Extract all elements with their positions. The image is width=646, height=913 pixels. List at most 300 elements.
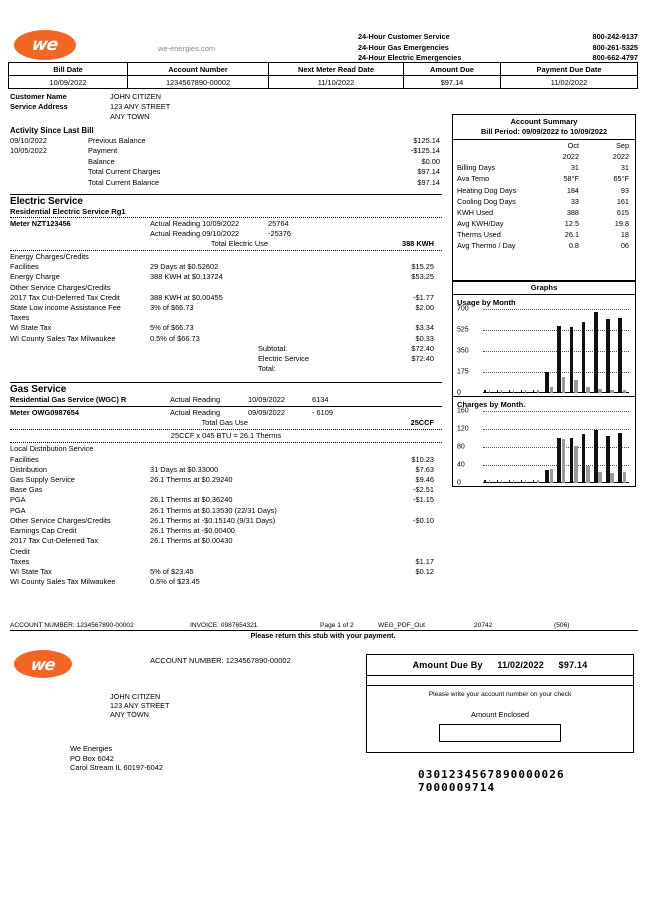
chart-bar	[586, 387, 590, 393]
chart-bar	[550, 469, 554, 483]
chart-bar	[594, 312, 598, 392]
col-payment-due-date: Payment Due Date	[501, 63, 638, 76]
line-label: Facilities	[10, 454, 39, 464]
gas-meter-row	[10, 408, 442, 418]
chart-bar-empty	[497, 480, 498, 483]
chart-bar	[570, 438, 574, 483]
spacer	[10, 354, 258, 364]
chart-bar-empty	[537, 480, 538, 483]
line-amount: $7.63	[415, 464, 434, 474]
line-amount: $15.25	[411, 262, 434, 272]
divider	[10, 406, 442, 407]
line-label: WI County Sales Tax Milwaukee	[10, 333, 116, 343]
line-amount	[330, 536, 442, 546]
contact-row	[358, 53, 638, 64]
chart-bar-empty	[537, 390, 538, 393]
line-amount	[330, 577, 442, 587]
electric-total-label-2: Total:	[258, 364, 276, 374]
summary-label: Avg Thermo / Day	[457, 241, 516, 251]
divider	[10, 429, 442, 430]
chart-ytick-label: 120	[457, 425, 469, 433]
summary-col1-month: Oct	[567, 140, 579, 150]
line-label: Base Gas	[10, 485, 43, 495]
col-account-number: Account Number	[128, 63, 269, 76]
chart-bar	[606, 319, 610, 393]
line-label: Wi State Tax	[10, 323, 52, 333]
spacer	[10, 112, 110, 122]
usage-chart-plot	[457, 305, 631, 397]
gas-line-item	[10, 577, 442, 587]
charges-chart-title: Charges by Month.	[457, 399, 526, 409]
amount-due-label: Amount Due By	[412, 660, 483, 670]
electric-line-item	[10, 313, 442, 323]
spacer	[276, 239, 346, 249]
chart-ytick-label: 175	[457, 368, 469, 376]
table-header-row	[9, 63, 638, 76]
contact-phone: 800-261-5325	[592, 42, 638, 52]
electric-line-item	[10, 303, 442, 313]
line-detail: 29 Days at $0.52602	[150, 262, 219, 272]
line-label: Other Service Charges/Credits	[10, 515, 111, 525]
line-amount: $9.46	[415, 475, 434, 485]
activity-date	[10, 178, 88, 188]
line-detail: 0.5% of $23.45	[150, 577, 200, 587]
amount-due-box	[366, 654, 634, 753]
summary-c2: 19.8	[614, 219, 629, 229]
val-account-number: 1234567890-00002	[128, 76, 269, 89]
activity-desc: Balance	[88, 156, 115, 166]
line-label: 2017 Tax Cut-Deferred Tax Credit	[10, 292, 120, 302]
gas-subtitle-row	[10, 395, 442, 405]
val-next-meter-read: 11/10/2022	[269, 76, 404, 89]
service-address-line1: 123 ANY STREET	[110, 102, 171, 111]
line-detail	[150, 547, 330, 557]
activity-amount: -$125.14	[410, 146, 440, 156]
summary-c2: 65°F	[613, 174, 629, 184]
electric-reading-value: -25376	[268, 229, 292, 239]
line-label: Facilities	[10, 262, 39, 272]
spacer	[453, 151, 535, 162]
chart-bar	[574, 446, 578, 483]
gas-line-item	[10, 506, 442, 516]
line-label: Other Service Charges/Credits	[10, 282, 111, 292]
chart-bar	[557, 438, 561, 483]
line-label: Taxes	[10, 556, 30, 566]
gas-line-item	[10, 547, 442, 557]
remit-line3: Carol Stream IL 60197-6042	[70, 763, 163, 773]
spacer	[10, 344, 258, 354]
footer-num2: (506)	[554, 622, 570, 629]
line-label: Earnings Cap Credit	[10, 526, 77, 536]
gas-line-item	[10, 526, 442, 536]
gas-line-item	[10, 557, 442, 567]
chart-ytick-label: 160	[457, 407, 469, 415]
contact-row	[358, 43, 638, 54]
electric-total-row2	[10, 364, 442, 374]
contact-list	[358, 32, 638, 64]
activity-date: 10/05/2022	[10, 146, 47, 156]
chart-bar-empty	[513, 390, 514, 393]
chart-bars	[483, 411, 629, 483]
line-amount: $0.33	[415, 333, 434, 343]
amount-enclosed-section	[367, 685, 633, 752]
logo-text: we	[29, 654, 57, 674]
electric-total-use-value: 388 KWH	[401, 239, 434, 249]
gas-service-section	[10, 382, 442, 587]
activity-desc: Total Current Charges	[88, 167, 161, 177]
chart-bar	[582, 434, 586, 483]
line-detail: 31 Days at $0.33000	[150, 464, 219, 474]
footer-invoice: INVOICE: 0987654321	[190, 622, 258, 629]
gas-reading-desc: Actual Reading	[170, 395, 221, 405]
line-detail	[150, 313, 330, 323]
gas-reading-date: 09/09/2022	[248, 408, 285, 418]
electric-service-title: Electric Service	[10, 196, 83, 208]
electric-meter-row	[10, 219, 442, 229]
summary-row	[453, 185, 635, 196]
gas-line-item	[10, 455, 442, 465]
electric-service-section	[10, 194, 442, 374]
line-detail: 26.1 Therms at $0.36240	[150, 495, 233, 505]
chart-bar	[586, 466, 590, 483]
footer-code: WEG_PDF_Out	[378, 622, 425, 629]
activity-desc: Payment	[88, 146, 118, 156]
spacer	[338, 219, 442, 229]
activity-date	[10, 167, 88, 177]
micr-line: 0301234567890000026 7000009714	[418, 768, 565, 794]
electric-meter-label: Meter NZT123456	[10, 219, 71, 229]
usage-chart-title: Usage by Month	[457, 297, 516, 307]
line-label: Credit	[10, 546, 30, 556]
chart-bar-empty	[521, 480, 522, 483]
electric-charges-credits-label: Energy Charges/Credits	[10, 252, 89, 262]
col-next-meter-read: Next Meter Read Date	[269, 63, 404, 76]
gas-total-use-value: 25CCF	[410, 418, 434, 428]
line-amount: $1.17	[415, 556, 434, 566]
line-amount: $3.34	[415, 323, 434, 333]
line-detail: 5% of $66.73	[150, 323, 194, 333]
line-amount	[330, 526, 442, 536]
summary-c1: 0.8	[568, 241, 579, 251]
spacer	[453, 140, 535, 152]
summary-label: KWH Used	[457, 207, 494, 217]
page-footer	[10, 622, 638, 629]
service-address-row	[10, 102, 440, 112]
chart-bar-empty	[533, 390, 534, 393]
line-amount: -$0.10	[413, 515, 434, 525]
electric-subtotal-amount: $72.40	[411, 343, 434, 353]
summary-c1: 184	[566, 185, 579, 195]
bill-summary-table	[8, 62, 638, 89]
line-amount	[330, 283, 442, 293]
summary-c1: 12.5	[564, 219, 579, 229]
charges-by-month-chart	[453, 396, 635, 486]
footer-num1: 20742	[474, 622, 493, 629]
line-label: State Low income Assistance Fee	[10, 303, 121, 313]
summary-row	[453, 196, 635, 207]
summary-col1-year: 2022	[562, 151, 579, 161]
line-amount	[330, 313, 442, 323]
chart-ytick-label: 350	[457, 347, 469, 355]
line-label: Distribution	[10, 464, 47, 474]
remit-line1: We Energies	[70, 744, 113, 753]
spacer	[10, 239, 150, 249]
activity-amount: $125.14	[413, 136, 440, 145]
website-url: we-energies.com	[158, 44, 216, 53]
amount-due-gap	[367, 675, 633, 685]
line-detail: 388 KWH at $0.13724	[150, 272, 223, 282]
activity-list	[10, 136, 440, 188]
chart-bar	[610, 473, 614, 483]
stub-account-number: ACCOUNT NUMBER: 1234567890-00002	[150, 656, 291, 665]
line-amount: $53.25	[411, 272, 434, 282]
chart-bar-empty	[525, 390, 526, 393]
val-bill-date: 10/09/2022	[9, 76, 128, 89]
summary-c2: 18	[620, 230, 629, 240]
chart-bar	[598, 389, 602, 393]
summary-row	[453, 162, 635, 173]
summary-row	[453, 174, 635, 185]
stub-return-note: Please return this stub with your payment.	[250, 631, 396, 640]
chart-bar-empty	[525, 480, 526, 483]
line-amount: -$1.77	[413, 292, 434, 302]
stub-we-energies-logo	[14, 650, 72, 678]
contact-phone: 800-662-4797	[592, 53, 638, 62]
chart-bar	[618, 318, 622, 392]
electric-total-use-label: Total Electric Use	[210, 239, 268, 249]
amount-enclosed-input[interactable]	[439, 724, 561, 742]
stub-remit-address	[70, 744, 163, 773]
customer-name-row	[10, 92, 440, 102]
chart-ytick-label: 700	[457, 305, 469, 313]
table-row	[9, 76, 638, 89]
logo-registered-dot	[71, 53, 74, 56]
chart-bar-empty	[497, 390, 498, 393]
activity-title: Activity Since Last Bill	[10, 126, 94, 135]
line-detail: 5% of $23.45	[150, 566, 194, 576]
spacer	[10, 229, 150, 239]
activity-row	[10, 167, 440, 177]
contact-label: 24-Hour Gas Emergencies	[358, 42, 449, 52]
chart-bar-empty	[533, 480, 534, 483]
activity-row	[10, 178, 440, 188]
service-address-line2: ANY TOWN	[110, 112, 150, 121]
line-label: Taxes	[10, 313, 30, 323]
summary-col2-year: 2022	[612, 151, 629, 161]
gas-reading-date: 10/09/2022	[248, 395, 285, 405]
logo-text: we	[30, 35, 60, 55]
line-label: Gas Supply Service	[10, 475, 75, 485]
line-amount: $10.23	[411, 454, 434, 464]
chart-bar	[618, 433, 622, 483]
line-detail: 26.1 Therms at -$0.15140 (9/31 Days)	[150, 515, 276, 525]
chart-bar-empty	[509, 480, 510, 483]
chart-bar	[550, 387, 554, 392]
line-label: PGA	[10, 505, 26, 515]
stub-customer-name: JOHN CITIZEN	[110, 692, 161, 701]
summary-row	[453, 207, 635, 218]
val-amount-due: $97.14	[404, 76, 501, 89]
line-amount	[330, 506, 442, 516]
chart-ytick-label: 0	[457, 479, 461, 487]
chart-bar	[582, 322, 586, 393]
footer-page: Page 1 of 2	[320, 622, 354, 629]
activity-amount: $0.00	[421, 156, 440, 166]
summary-c1: 33	[570, 196, 579, 206]
col-bill-date: Bill Date	[9, 63, 128, 76]
summary-label: Therms Used	[457, 230, 501, 240]
line-detail: 0.5% of $66.73	[150, 333, 200, 343]
gas-line-item	[10, 465, 442, 475]
chart-bar	[623, 390, 627, 393]
chart-ytick-label: 525	[457, 326, 469, 334]
gas-reading-value: - 6109	[312, 408, 333, 418]
summary-c2: 31	[620, 163, 629, 173]
summary-row	[453, 241, 635, 252]
line-detail	[150, 283, 330, 293]
line-amount: -$1.15	[413, 495, 434, 505]
gas-local-distribution-label: Local Distribution Service	[10, 444, 94, 454]
service-address-row2	[10, 112, 440, 122]
chart-bar-empty	[484, 390, 485, 393]
line-label: WI State Tax	[10, 566, 52, 576]
divider	[10, 250, 442, 251]
gas-reading-value: 6134	[312, 395, 329, 405]
activity-date	[10, 157, 88, 167]
electric-line-item	[10, 293, 442, 303]
chart-bar	[606, 436, 610, 483]
usage-by-month-chart	[453, 294, 635, 396]
line-label: 2017 Tax Cut-Deferred Tax	[10, 536, 99, 546]
charges-chart-plot	[457, 407, 631, 487]
summary-spacer	[453, 252, 635, 280]
summary-row	[453, 230, 635, 241]
chart-ytick-label: 40	[457, 461, 465, 469]
electric-total-use-row	[10, 239, 442, 249]
line-amount: $0.12	[415, 566, 434, 576]
chart-bars	[483, 309, 629, 393]
chart-bar-empty	[509, 390, 510, 393]
spacer	[338, 229, 442, 239]
summary-label: Billing Days	[457, 163, 496, 173]
service-address-label: Service Address	[10, 102, 68, 111]
chart-bar-empty	[521, 390, 522, 393]
remit-line2: PO Box 6042	[70, 753, 114, 763]
line-amount	[330, 547, 442, 557]
contact-label: 24-Hour Electric Emergencies	[358, 53, 462, 62]
we-energies-logo	[14, 30, 76, 60]
graphs-header: Graphs	[453, 281, 635, 294]
chart-bar-empty	[489, 390, 490, 393]
activity-amount: $97.14	[417, 177, 440, 187]
line-label: PGA	[10, 495, 26, 505]
electric-total-label-1: Electric Service	[258, 354, 309, 364]
summary-c1: 31	[570, 163, 579, 173]
stub-customer-address	[110, 692, 169, 719]
electric-total-row	[10, 354, 442, 364]
stub-address-line2: ANY TOWN	[110, 710, 149, 719]
electric-line-item	[10, 283, 442, 293]
amount-due-value: $97.14	[558, 660, 588, 670]
line-amount: -$2.51	[413, 485, 434, 495]
graphs-box	[452, 281, 636, 487]
amount-due-date: 11/02/2022	[497, 660, 544, 670]
chart-bar	[610, 390, 614, 393]
electric-line-item	[10, 272, 442, 282]
summary-c2: 161	[616, 196, 629, 206]
electric-subtotal-label: Subtotal:	[258, 343, 288, 353]
summary-c1: 388	[566, 207, 579, 217]
stub-address-line1: 123 ANY STREET	[110, 701, 170, 710]
summary-label: Cooling Dog Days	[457, 196, 516, 206]
summary-label: Avg KWH/Day	[457, 219, 504, 229]
chart-bar	[570, 327, 574, 392]
spacer	[330, 364, 442, 374]
summary-c2: 93	[620, 185, 629, 195]
summary-row	[453, 218, 635, 229]
electric-group-label	[10, 252, 442, 262]
gas-line-item	[10, 536, 442, 546]
chart-bar	[623, 472, 627, 483]
line-detail: 26.1 Therms at $0.00430	[150, 536, 233, 546]
summary-c1: 58°F	[563, 174, 579, 184]
summary-c2: 06	[620, 241, 629, 251]
divider	[10, 194, 442, 195]
contact-phone: 800-242-9137	[592, 32, 638, 41]
contact-row	[358, 32, 638, 43]
summary-month-row	[453, 140, 635, 152]
gas-conversion-note: 25CCF x 045 BTU = 26.1 Therms	[170, 431, 282, 441]
electric-meter-row	[10, 229, 442, 239]
gas-meter-label: Meter OWG0987654	[10, 408, 80, 418]
summary-c2: 615	[616, 207, 629, 217]
col-amount-due: Amount Due	[404, 63, 501, 76]
gas-reading-desc: Actual Reading	[170, 408, 221, 418]
electric-line-item	[10, 323, 442, 333]
line-detail	[150, 455, 330, 465]
line-amount: $2.00	[415, 303, 434, 313]
gas-group-label	[10, 444, 442, 454]
electric-reading-desc: Actual Reading 10/09/2022	[150, 219, 240, 229]
chart-bar	[545, 372, 549, 393]
chart-bar	[557, 326, 561, 393]
footer-account-number: ACCOUNT NUMBER: 1234567890-00002	[10, 622, 134, 629]
gas-total-use-label: Total Gas Use	[201, 418, 248, 428]
electric-reading-value: 25764	[268, 219, 289, 229]
chart-bar	[594, 430, 598, 483]
line-detail: 26.1 Therms at -$0.00400	[150, 526, 235, 536]
gas-line-item	[10, 495, 442, 505]
chart-bar	[545, 470, 549, 483]
line-detail: 26.1 Therms at $0.13530 (22/31 Days)	[150, 505, 277, 515]
line-label: WI County Sales Tax Milwaukee	[10, 577, 116, 587]
chart-bar	[574, 380, 578, 393]
electric-service-subtitle: Residential Electric Service Rg1	[10, 207, 126, 217]
right-column	[452, 114, 636, 487]
summary-year-row	[453, 151, 635, 162]
line-detail	[150, 557, 330, 567]
activity-amount: $97.14	[417, 167, 440, 177]
account-summary-box	[452, 114, 636, 281]
electric-line-item	[10, 334, 442, 344]
gas-line-item	[10, 567, 442, 577]
chart-bar	[598, 472, 602, 483]
divider	[10, 217, 442, 218]
activity-desc: Previous Balance	[88, 136, 146, 145]
electric-line-item	[10, 262, 442, 272]
account-summary-table	[453, 139, 635, 252]
activity-row	[10, 136, 440, 146]
